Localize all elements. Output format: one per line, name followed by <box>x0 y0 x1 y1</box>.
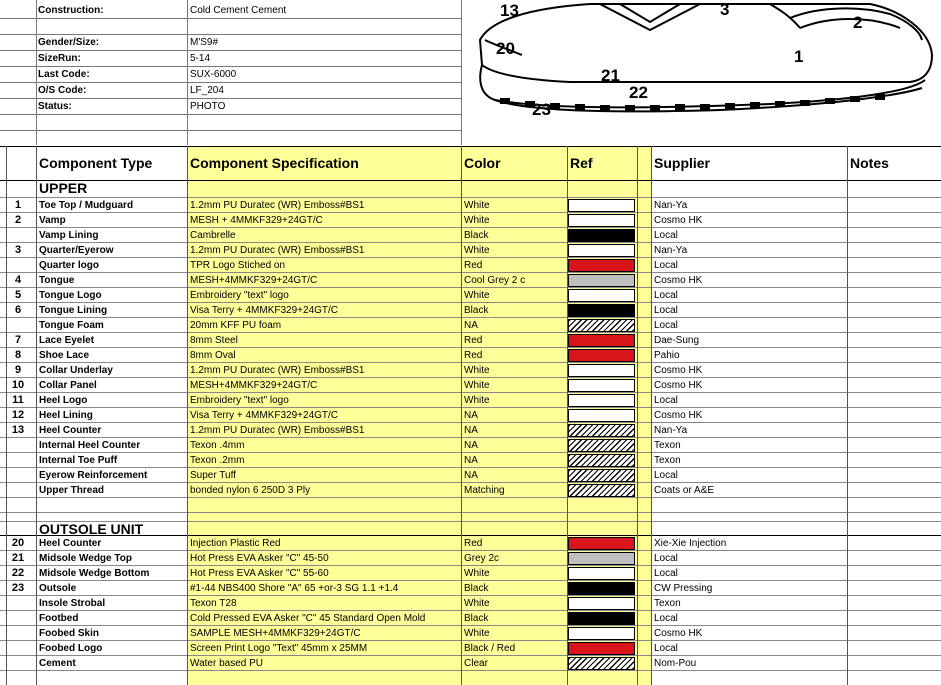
component-color: NA <box>464 470 478 481</box>
grid-column-line <box>36 146 37 685</box>
supplier: Cosmo HK <box>654 215 703 226</box>
row-number: 5 <box>14 289 22 301</box>
header-label: SizeRun: <box>38 53 81 64</box>
table-row <box>0 258 941 273</box>
component-type: Toe Top / Mudguard <box>39 200 134 211</box>
header-value: SUX-6000 <box>190 69 237 80</box>
row-number: 3 <box>14 244 22 256</box>
header-row <box>0 82 462 99</box>
grid-line <box>0 625 941 626</box>
supplier: Local <box>654 553 678 564</box>
supplier: Cosmo HK <box>654 410 703 421</box>
header-row <box>0 2 462 19</box>
header-row <box>0 66 462 83</box>
grid-line <box>0 497 941 498</box>
supplier: Local <box>654 305 678 316</box>
callout-23: 23 <box>532 100 551 119</box>
component-type: Midsole Wedge Top <box>39 553 132 564</box>
grid-line <box>0 377 941 378</box>
callout-3: 3 <box>720 0 730 19</box>
col-header-color: Color <box>464 155 501 171</box>
grid-column-line <box>461 146 462 685</box>
ref-swatch <box>568 319 635 332</box>
grid-line <box>0 212 941 213</box>
table-row <box>0 408 941 423</box>
callout-21: 21 <box>601 66 620 85</box>
component-type: Collar Panel <box>39 380 97 391</box>
component-type: Heel Counter <box>39 538 102 549</box>
grid-line <box>0 640 941 641</box>
supplier: Local <box>654 260 678 271</box>
component-color: White <box>464 215 490 226</box>
table-row <box>0 378 941 393</box>
ref-swatch <box>568 274 635 287</box>
grid-line <box>0 512 941 513</box>
spec-header <box>0 0 462 145</box>
component-color: NA <box>464 410 478 421</box>
row-number: 13 <box>11 424 25 436</box>
component-type: Heel Lining <box>39 410 93 421</box>
component-color: White <box>464 598 490 609</box>
callout-13: 13 <box>500 1 519 20</box>
component-color: Cool Grey 2 c <box>464 275 526 286</box>
component-type: Tongue Logo <box>39 290 102 301</box>
ref-swatch <box>568 244 635 257</box>
component-type: Tongue Foam <box>39 320 104 331</box>
row-number: 6 <box>14 304 22 316</box>
grid-line <box>0 565 941 566</box>
ref-swatch <box>568 349 635 362</box>
table-row <box>0 333 941 348</box>
header-value: PHOTO <box>190 101 226 112</box>
row-number: 4 <box>14 274 22 286</box>
header-divider <box>36 0 37 145</box>
component-color: Grey 2c <box>464 553 500 564</box>
header-divider <box>187 0 188 145</box>
table-row <box>0 423 941 438</box>
table-row <box>0 536 941 551</box>
component-spec: TPR Logo Stiched on <box>190 260 286 271</box>
supplier: Pahio <box>654 350 680 361</box>
header-row <box>0 98 462 115</box>
component-type: Vamp Lining <box>39 230 99 241</box>
component-spec: MESH+4MMKF329+24GT/C <box>190 275 318 286</box>
component-type: Foobed Skin <box>39 628 99 639</box>
component-type: Lace Eyelet <box>39 335 95 346</box>
component-color: Red <box>464 538 483 549</box>
component-type: Vamp <box>39 215 66 226</box>
grid-line <box>0 227 941 228</box>
component-color: White <box>464 380 490 391</box>
header-label: Construction: <box>38 5 104 16</box>
component-color: Black <box>464 583 489 594</box>
supplier: Local <box>654 643 678 654</box>
row-number: 12 <box>11 409 25 421</box>
component-type: Shoe Lace <box>39 350 90 361</box>
component-color: Matching <box>464 485 505 496</box>
component-type: Tongue Lining <box>39 305 108 316</box>
table-row <box>0 318 941 333</box>
ref-swatch <box>568 612 635 625</box>
component-type: Upper Thread <box>39 485 105 496</box>
row-number: 7 <box>14 334 22 346</box>
table-row <box>0 611 941 626</box>
component-color: White <box>464 290 490 301</box>
component-type: Footbed <box>39 613 79 624</box>
table-row <box>0 566 941 581</box>
table-row <box>0 243 941 258</box>
row-number: 2 <box>14 214 22 226</box>
component-spec: 20mm KFF PU foam <box>190 320 282 331</box>
supplier: Dae-Sung <box>654 335 700 346</box>
header-value: 5-14 <box>190 53 211 64</box>
grid-column-line <box>6 146 7 685</box>
grid-line <box>0 197 941 198</box>
supplier: Texon <box>654 598 681 609</box>
supplier: Texon <box>654 455 681 466</box>
grid-line <box>0 595 941 596</box>
component-type: Cement <box>39 658 76 669</box>
ref-swatch <box>568 657 635 670</box>
grid-line <box>0 257 941 258</box>
component-spec: 1.2mm PU Duratec (WR) Emboss#BS1 <box>190 365 365 376</box>
table-row <box>0 656 941 671</box>
col-header-supplier: Supplier <box>654 155 711 171</box>
row-number: 9 <box>14 364 22 376</box>
row-number: 1 <box>14 199 22 211</box>
component-color: White <box>464 245 490 256</box>
component-color: Clear <box>464 658 488 669</box>
component-spec: 1.2mm PU Duratec (WR) Emboss#BS1 <box>190 200 365 211</box>
supplier: Texon <box>654 440 681 451</box>
table-row <box>0 393 941 408</box>
grid-line <box>0 347 941 348</box>
component-spec: 8mm Steel <box>190 335 238 346</box>
section-upper: UPPER <box>39 180 88 196</box>
shoe-diagram <box>470 0 941 140</box>
ref-swatch <box>568 484 635 497</box>
row-number: 22 <box>11 567 25 579</box>
component-type: Internal Heel Counter <box>39 440 141 451</box>
table-row <box>0 596 941 611</box>
row-number: 8 <box>14 349 22 361</box>
ref-swatch <box>568 289 635 302</box>
component-color: White <box>464 365 490 376</box>
table-row <box>0 288 941 303</box>
grid-line <box>0 670 941 671</box>
supplier: Nan-Ya <box>654 245 688 256</box>
component-type: Insole Strobal <box>39 598 106 609</box>
grid-line <box>0 580 941 581</box>
supplier: Cosmo HK <box>654 275 703 286</box>
component-color: NA <box>464 320 478 331</box>
supplier: Local <box>654 395 678 406</box>
grid-line <box>0 422 941 423</box>
component-type: Heel Counter <box>39 425 102 436</box>
ref-swatch <box>568 582 635 595</box>
component-spec: Embroidery "text" logo <box>190 395 289 406</box>
grid-line <box>0 437 941 438</box>
component-spec: Hot Press EVA Asker "C" 45-50 <box>190 553 329 564</box>
ref-swatch <box>568 627 635 640</box>
component-spec: Visa Terry + 4MMKF329+24GT/C <box>190 305 339 316</box>
ref-swatch <box>568 334 635 347</box>
grid-column-line <box>847 146 848 685</box>
table-row <box>0 348 941 363</box>
ref-swatch <box>568 439 635 452</box>
supplier: Cosmo HK <box>654 380 703 391</box>
supplier: Nan-Ya <box>654 425 688 436</box>
table-row <box>0 551 941 566</box>
component-color: Black <box>464 305 489 316</box>
header-row <box>0 18 462 35</box>
header-label: Gender/Size: <box>38 37 100 48</box>
table-row <box>0 453 941 468</box>
grid-line <box>0 610 941 611</box>
component-spec: Texon .4mm <box>190 440 245 451</box>
component-spec: 1.2mm PU Duratec (WR) Emboss#BS1 <box>190 245 365 256</box>
supplier: Local <box>654 470 678 481</box>
grid-line <box>0 407 941 408</box>
table-row <box>0 468 941 483</box>
component-spec: 1.2mm PU Duratec (WR) Emboss#BS1 <box>190 425 365 436</box>
component-color: Black / Red <box>464 643 516 654</box>
header-value: M'S9# <box>190 37 219 48</box>
ref-swatch <box>568 409 635 422</box>
grid-line <box>0 550 941 551</box>
header-value: LF_204 <box>190 85 224 96</box>
component-color: Black <box>464 230 489 241</box>
component-spec: SAMPLE MESH+4MMKF329+24GT/C <box>190 628 361 639</box>
grid-line <box>0 332 941 333</box>
supplier: Local <box>654 320 678 331</box>
component-type: Internal Toe Puff <box>39 455 118 466</box>
component-type: Tongue <box>39 275 75 286</box>
component-type: Heel Logo <box>39 395 88 406</box>
table-row <box>0 303 941 318</box>
callout-22: 22 <box>629 83 648 102</box>
ref-swatch <box>568 537 635 550</box>
table-row <box>0 198 941 213</box>
component-type: Eyerow Reinforcement <box>39 470 148 481</box>
component-color: NA <box>464 440 478 451</box>
col-header-notes: Notes <box>850 155 889 171</box>
component-spec: Water based PU <box>190 658 263 669</box>
component-spec: Injection Plastic Red <box>190 538 281 549</box>
component-color: White <box>464 568 490 579</box>
supplier: Xie-Xie Injection <box>654 538 727 549</box>
ref-swatch <box>568 214 635 227</box>
header-row-empty <box>0 114 462 131</box>
grid-line <box>0 272 941 273</box>
ref-swatch <box>568 394 635 407</box>
supplier: CW Pressing <box>654 583 713 594</box>
grid-line <box>0 535 941 536</box>
header-value: Cold Cement Cement <box>190 5 287 16</box>
component-spec: Texon T28 <box>190 598 237 609</box>
component-spec: 8mm Oval <box>190 350 236 361</box>
component-spec: Texon .2mm <box>190 455 245 466</box>
grid-line <box>0 392 941 393</box>
component-type: Outsole <box>39 583 77 594</box>
header-label: Status: <box>38 101 72 112</box>
component-type: Foobed Logo <box>39 643 103 654</box>
component-spec: MESH+4MMKF329+24GT/C <box>190 380 318 391</box>
callout-2: 2 <box>853 13 863 32</box>
ref-swatch <box>568 424 635 437</box>
supplier: Local <box>654 290 678 301</box>
table-row <box>0 213 941 228</box>
supplier: Coats or A&E <box>654 485 715 496</box>
grid-line <box>0 521 941 522</box>
component-color: White <box>464 395 490 406</box>
component-color: Red <box>464 350 483 361</box>
grid-line <box>0 302 941 303</box>
component-type: Quarter/Eyerow <box>39 245 114 256</box>
table-row <box>0 581 941 596</box>
ref-swatch <box>568 597 635 610</box>
component-color: NA <box>464 455 478 466</box>
ref-swatch <box>568 454 635 467</box>
component-spec: Visa Terry + 4MMKF329+24GT/C <box>190 410 339 421</box>
ref-swatch <box>568 199 635 212</box>
grid-line <box>0 180 941 181</box>
grid-line <box>0 146 941 147</box>
ref-swatch <box>568 642 635 655</box>
ref-swatch <box>568 229 635 242</box>
callout-1: 1 <box>794 47 804 66</box>
supplier: Cosmo HK <box>654 628 703 639</box>
row-number: 20 <box>11 537 25 549</box>
grid-line <box>0 242 941 243</box>
component-type: Midsole Wedge Bottom <box>39 568 150 579</box>
supplier: Local <box>654 230 678 241</box>
ref-swatch <box>568 364 635 377</box>
component-color: Black <box>464 613 489 624</box>
grid-line <box>0 317 941 318</box>
component-spec: MESH + 4MMKF329+24GT/C <box>190 215 323 226</box>
component-spec: Hot Press EVA Asker "C" 55-60 <box>190 568 329 579</box>
grid-line <box>0 452 941 453</box>
grid-column-line <box>187 146 188 685</box>
row-number: 23 <box>11 582 25 594</box>
component-spec: #1-44 NBS400 Shore "A" 65 +or-3 SG 1.1 +1.4 <box>190 583 399 594</box>
header-label: O/S Code: <box>38 85 87 96</box>
col-header-ref: Ref <box>570 155 593 171</box>
ref-swatch <box>568 379 635 392</box>
component-type: Quarter logo <box>39 260 100 271</box>
component-color: White <box>464 200 490 211</box>
supplier: Cosmo HK <box>654 365 703 376</box>
ref-swatch <box>568 259 635 272</box>
component-color: Red <box>464 260 483 271</box>
grid-line <box>0 362 941 363</box>
col-header-type: Component Type <box>39 155 153 171</box>
ref-swatch <box>568 567 635 580</box>
col-header-spec: Component Specification <box>190 155 359 171</box>
header-row <box>0 50 462 67</box>
ref-swatch <box>568 552 635 565</box>
grid-column-line <box>637 146 638 685</box>
header-label: Last Code: <box>38 69 90 80</box>
component-spec: Cambrelle <box>190 230 236 241</box>
component-spec: Embroidery "text" logo <box>190 290 289 301</box>
component-color: NA <box>464 425 478 436</box>
component-type: Collar Underlay <box>39 365 113 376</box>
ref-swatch <box>568 304 635 317</box>
component-spec: bonded nylon 6 250D 3 Ply <box>190 485 311 496</box>
ref-swatch <box>568 469 635 482</box>
row-number: 10 <box>11 379 25 391</box>
supplier: Local <box>654 568 678 579</box>
supplier: Nan-Ya <box>654 200 688 211</box>
header-row <box>0 34 462 51</box>
component-spec: Screen Print Logo "Text" 45mm x 25MM <box>190 643 368 654</box>
supplier: Local <box>654 613 678 624</box>
table-row <box>0 641 941 656</box>
component-spec: Super Tuff <box>190 470 236 481</box>
component-color: Red <box>464 335 483 346</box>
header-row-empty <box>0 130 462 147</box>
table-row <box>0 483 941 498</box>
grid-line <box>0 482 941 483</box>
row-number: 21 <box>11 552 25 564</box>
table-row <box>0 438 941 453</box>
callout-20: 20 <box>496 39 515 58</box>
grid-line <box>0 655 941 656</box>
component-color: White <box>464 628 490 639</box>
grid-column-line <box>651 146 652 685</box>
grid-line <box>0 467 941 468</box>
header-divider <box>461 0 462 145</box>
grid-column-line <box>567 146 568 685</box>
grid-line <box>0 287 941 288</box>
component-spec: Cold Pressed EVA Asker "C" 45 Standard Open Mold <box>190 613 426 624</box>
table-row <box>0 273 941 288</box>
row-number: 11 <box>12 394 24 406</box>
table-row <box>0 363 941 378</box>
table-row <box>0 228 941 243</box>
table-row <box>0 626 941 641</box>
section-outsole: OUTSOLE UNIT <box>39 521 144 537</box>
supplier: Nom-Pou <box>654 658 697 669</box>
